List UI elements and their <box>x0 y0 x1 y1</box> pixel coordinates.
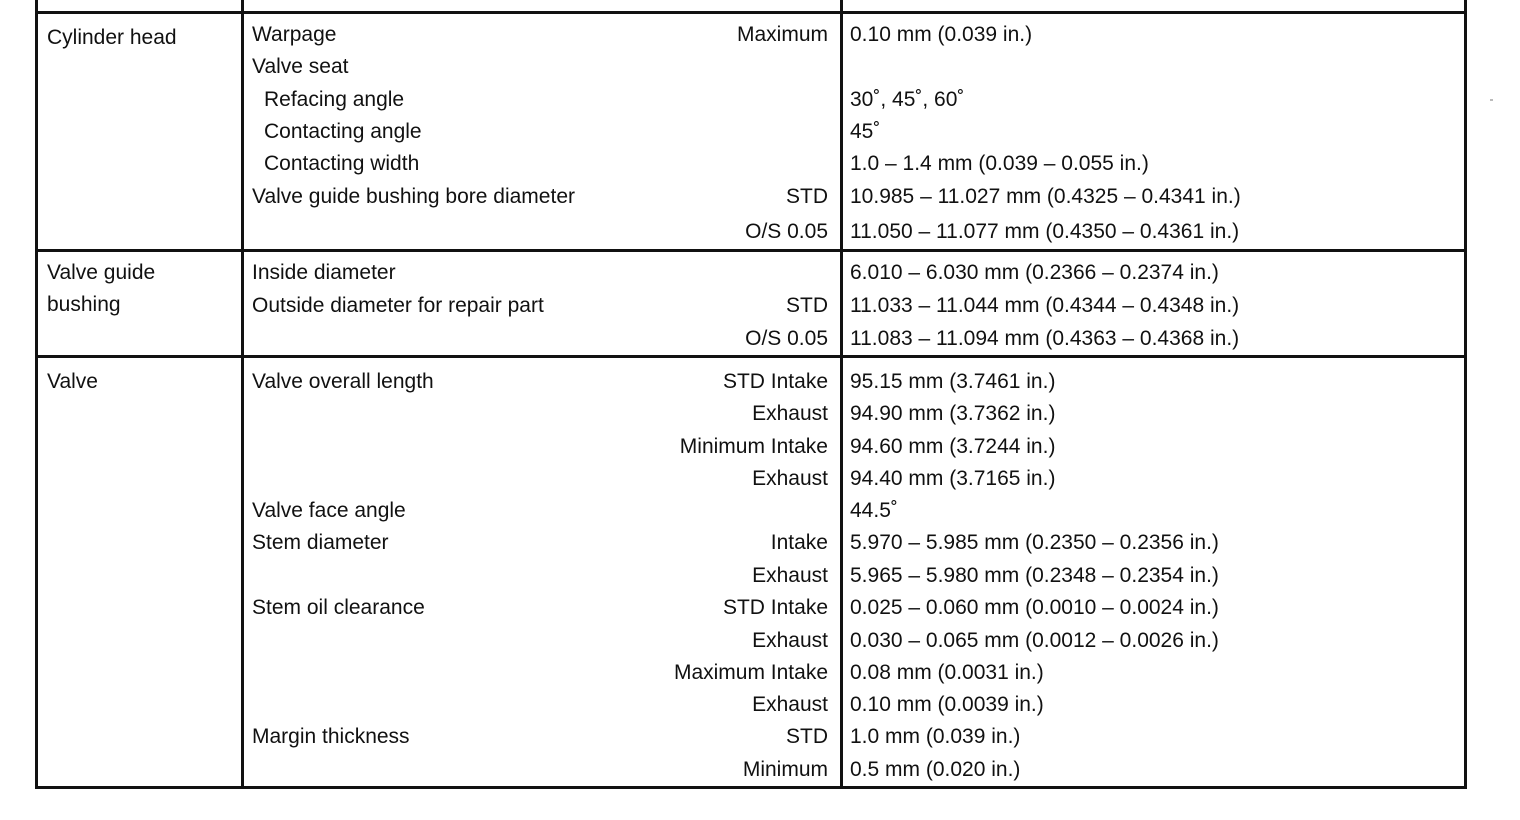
spec-value: 1.0 – 1.4 mm (0.039 – 0.055 in.) <box>850 152 1149 175</box>
category-label: Cylinder head <box>47 26 177 49</box>
spec-row <box>38 592 1464 624</box>
spec-row <box>38 625 1464 657</box>
spec-value: 0.030 – 0.065 mm (0.0012 – 0.0026 in.) <box>850 629 1219 652</box>
item-label: Valve overall length <box>252 370 434 393</box>
category-label: Valve <box>47 370 98 393</box>
spec-value: 5.970 – 5.985 mm (0.2350 – 0.2356 in.) <box>850 531 1219 554</box>
section-valve <box>38 358 1464 786</box>
spec-value: 10.985 – 11.027 mm (0.4325 – 0.4341 in.) <box>850 185 1241 208</box>
spec-row <box>38 657 1464 689</box>
spec-row <box>38 495 1464 527</box>
spec-row <box>38 51 1464 83</box>
spec-row <box>38 689 1464 721</box>
spec-row <box>38 290 1464 322</box>
category-label: Valve guide bushing <box>47 261 156 316</box>
spec-row <box>38 148 1464 180</box>
item-label: Warpage <box>252 23 337 46</box>
spec-value: 11.083 – 11.094 mm (0.4363 – 0.4368 in.) <box>850 327 1240 350</box>
condition-label: STD Intake <box>722 370 828 393</box>
spec-table <box>35 0 1467 789</box>
spec-row <box>38 463 1464 495</box>
condition-label: STD <box>786 294 828 317</box>
scan-speck <box>1490 99 1493 101</box>
condition-label: STD <box>786 725 828 748</box>
spec-row <box>38 366 1464 398</box>
spec-value: 94.40 mm (3.7165 in.) <box>850 467 1056 490</box>
spec-row <box>38 116 1464 148</box>
condition-label: Maximum Intake <box>673 661 828 684</box>
spec-value: 45˚ <box>850 120 881 143</box>
spec-value: 0.5 mm (0.020 in.) <box>850 758 1021 781</box>
condition-label: STD <box>786 185 828 208</box>
spec-value: 95.15 mm (3.7461 in.) <box>850 370 1056 393</box>
item-label: Contacting angle <box>264 120 422 143</box>
spec-value: 0.08 mm (0.0031 in.) <box>850 661 1044 684</box>
condition-label: STD Intake <box>722 596 828 619</box>
spec-value: 11.033 – 11.044 mm (0.4344 – 0.4348 in.) <box>850 294 1240 317</box>
spec-value: 0.10 mm (0.039 in.) <box>850 23 1033 46</box>
condition-label: Exhaust <box>752 693 828 716</box>
condition-label: O/S 0.05 <box>745 327 828 350</box>
section-cylinder-head <box>38 14 1464 249</box>
spec-value: 94.60 mm (3.7244 in.) <box>850 435 1056 458</box>
spec-value: 6.010 – 6.030 mm (0.2366 – 0.2374 in.) <box>850 261 1219 284</box>
item-label: Inside diameter <box>252 261 396 284</box>
condition-label: Exhaust <box>752 629 828 652</box>
spec-value: 0.10 mm (0.0039 in.) <box>850 693 1044 716</box>
spec-value: 44.5˚ <box>850 499 898 522</box>
item-label: Valve seat <box>252 55 349 78</box>
spec-row <box>38 431 1464 463</box>
condition-label: Exhaust <box>752 564 828 587</box>
condition-label: Intake <box>770 531 828 554</box>
condition-label: Exhaust <box>752 467 828 490</box>
spec-row <box>38 754 1464 786</box>
item-label: Contacting width <box>264 152 420 175</box>
spec-value: 30˚, 45˚, 60˚ <box>850 88 965 111</box>
spec-row <box>38 323 1464 355</box>
spec-row <box>38 560 1464 592</box>
condition-label: Exhaust <box>752 402 828 425</box>
spec-value: 11.050 – 11.077 mm (0.4350 – 0.4361 in.) <box>850 220 1240 243</box>
spec-row <box>38 19 1464 51</box>
item-label: Valve guide bushing bore diameter <box>252 185 575 208</box>
spec-row <box>38 84 1464 116</box>
section-valve-guide-bushing <box>38 252 1464 355</box>
spec-value: 1.0 mm (0.039 in.) <box>850 725 1021 748</box>
item-label: Valve face angle <box>252 499 406 522</box>
item-label: Stem oil clearance <box>252 596 425 619</box>
condition-label: Minimum <box>742 758 828 781</box>
spec-value: 94.90 mm (3.7362 in.) <box>850 402 1056 425</box>
spec-row <box>38 398 1464 430</box>
item-label: Margin thickness <box>252 725 410 748</box>
item-label: Stem diameter <box>252 531 389 554</box>
condition-label: Minimum Intake <box>679 435 828 458</box>
item-label: Outside diameter for repair part <box>252 294 544 317</box>
spec-value: 0.025 – 0.060 mm (0.0010 – 0.0024 in.) <box>850 596 1219 619</box>
condition-label: O/S 0.05 <box>745 220 828 243</box>
spec-row <box>38 721 1464 753</box>
spec-row <box>38 527 1464 559</box>
spec-row <box>38 216 1464 248</box>
spec-row <box>38 257 1464 289</box>
item-label: Refacing angle <box>264 88 405 111</box>
condition-label: Maximum <box>736 23 828 46</box>
spec-row <box>38 181 1464 213</box>
spec-value: 5.965 – 5.980 mm (0.2348 – 0.2354 in.) <box>850 564 1219 587</box>
